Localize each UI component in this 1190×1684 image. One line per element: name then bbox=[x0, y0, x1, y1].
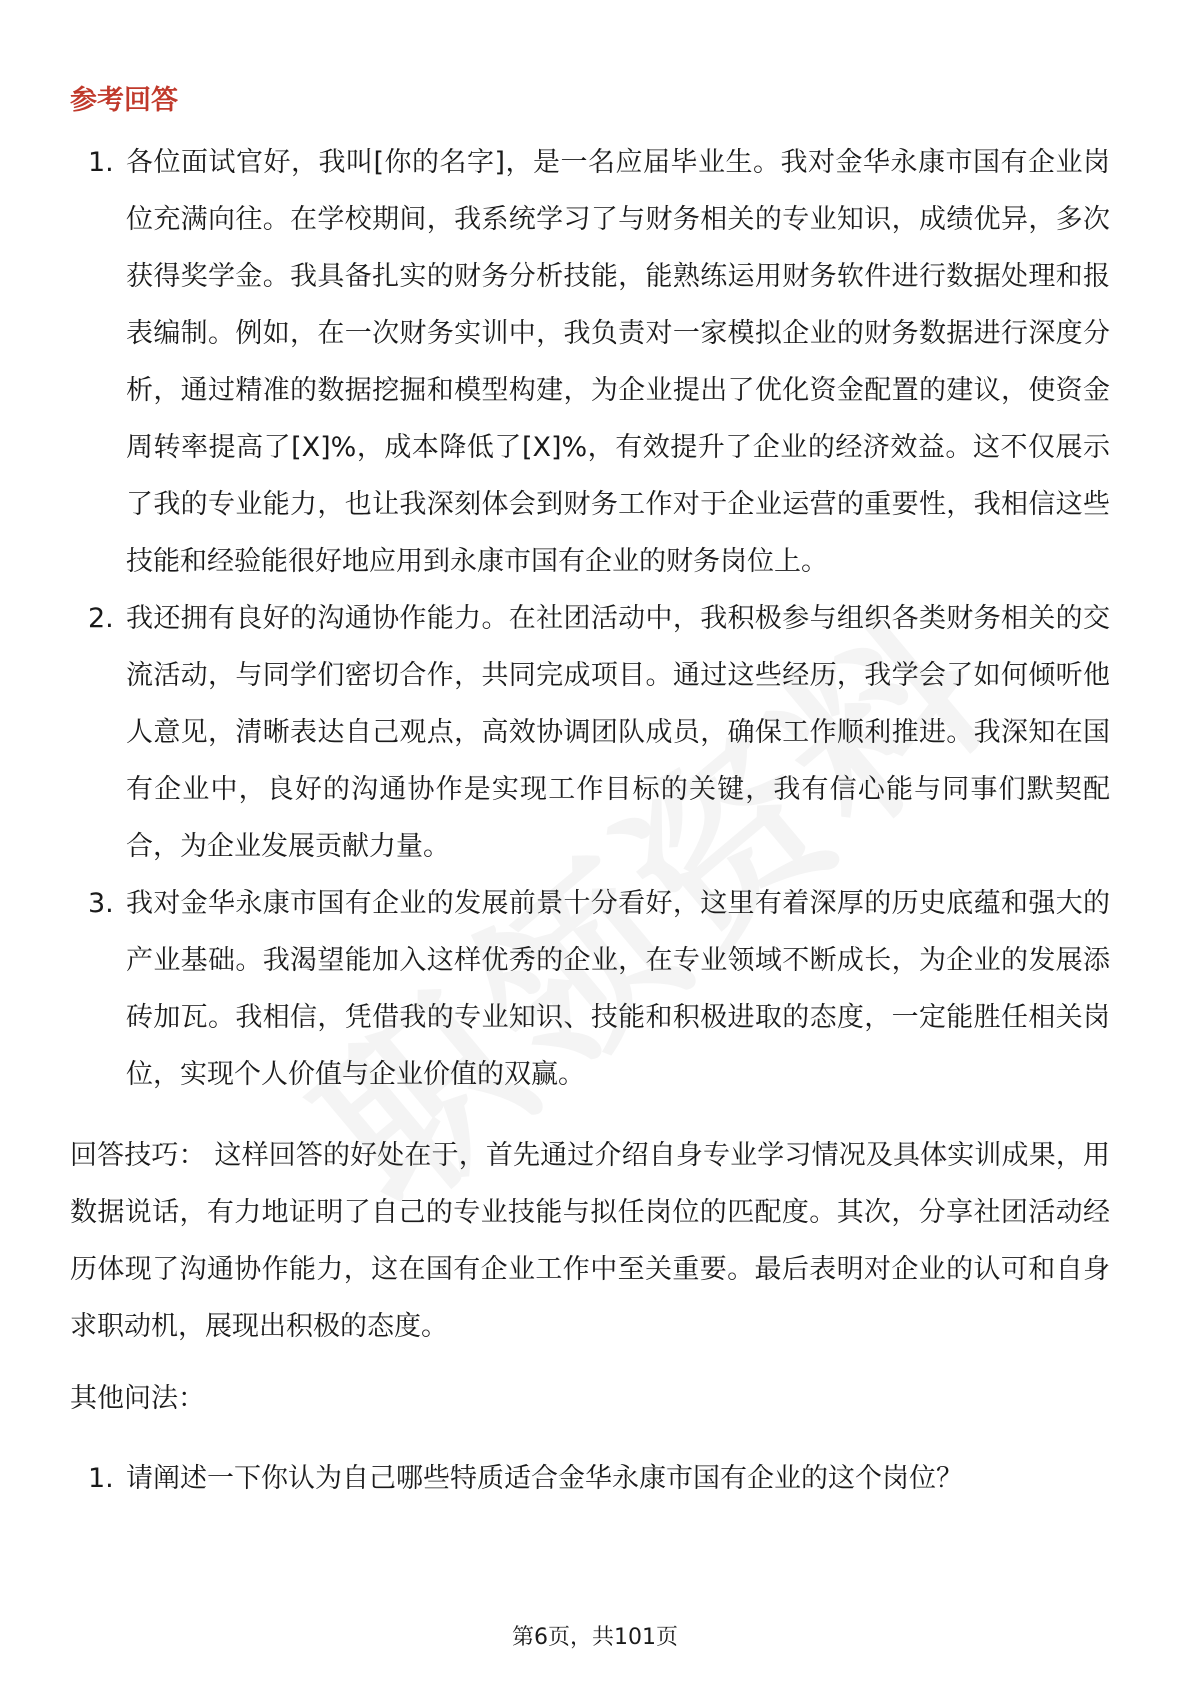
list-item bbox=[70, 1450, 1110, 1507]
list-item-text: 请阐述一下你认为自己哪些特质适合金华永康市国有企业的这个岗位？ bbox=[126, 1463, 963, 1494]
answer-tips: 回答技巧： 这样回答的好处在于，首先通过介绍自身专业学习情况及具体实训成果，用数据说话，有力地证明了自己的专业技能与拟任岗位的匹配度。其次，分享社团活动经历体现了沟通协作能力，这在国有企业工作中至关重要。最后表明对企业的认可和自身求职动机，展现出积极的态度。 bbox=[70, 1140, 1110, 1342]
list-item-text: 各位面试官好，我叫[你的名字]，是一名应届毕业生。我对金华永康市国有企业岗位充满向往。在学校期间，我系统学习了与财务相关的专业知识，成绩优异，多次获得奖学金。我具备扎实的财务分析技能，能熟练运用财务软件进行数据处理和报表编制。例如，在一次财务实训中，我负责对一家模拟企业的财务数据进行深度分析，通过精准的数据挖掘和模型构建，为企业提出了优化资金配置的建议，使资金周转率提高了[X]%，成本降低了[X]%，有效提升了企业的经济效益。这不仅展示了我的专业能力，也让我深刻体会到财务工作对于企业运营的重要性，我相信这些技能和经验能很好地应用到永康市国有企业的财务岗位上。 bbox=[126, 147, 1110, 577]
other-questions-list bbox=[70, 1450, 1110, 1507]
list-item-text: 我对金华永康市国有企业的发展前景十分看好，这里有着深厚的历史底蕴和强大的产业基础。我渴望能加入这样优秀的企业，在专业领域不断成长，为企业的发展添砖加瓦。我相信，凭借我的专业知识、技能和积极进取的态度，一定能胜任相关岗位，实现个人价值与企业价值的双赢。 bbox=[126, 888, 1110, 1090]
list-number: 2. bbox=[88, 603, 114, 634]
list-number: 3. bbox=[88, 888, 114, 919]
list-item-text: 我还拥有良好的沟通协作能力。在社团活动中，我积极参与组织各类财务相关的交流活动，与同学们密切合作，共同完成项目。通过这些经历，我学会了如何倾听他人意见，清晰表达自己观点，高效协调团队成员，确保工作顺利推进。我深知在国有企业中，良好的沟通协作是实现工作目标的关键，我有信心能与同事们默契配合，为企业发展贡献力量。 bbox=[126, 603, 1110, 862]
list-item bbox=[70, 134, 1110, 590]
other-questions-heading: 其他问法： bbox=[70, 1383, 205, 1414]
section-heading: 参考回答 bbox=[70, 85, 178, 116]
list-number: 1. bbox=[88, 147, 114, 178]
list-item bbox=[70, 875, 1110, 1103]
answer-list bbox=[70, 134, 1110, 1103]
page-footer: 第6页，共101页 bbox=[512, 1625, 678, 1650]
list-number: 1. bbox=[88, 1463, 114, 1494]
list-item bbox=[70, 590, 1110, 875]
